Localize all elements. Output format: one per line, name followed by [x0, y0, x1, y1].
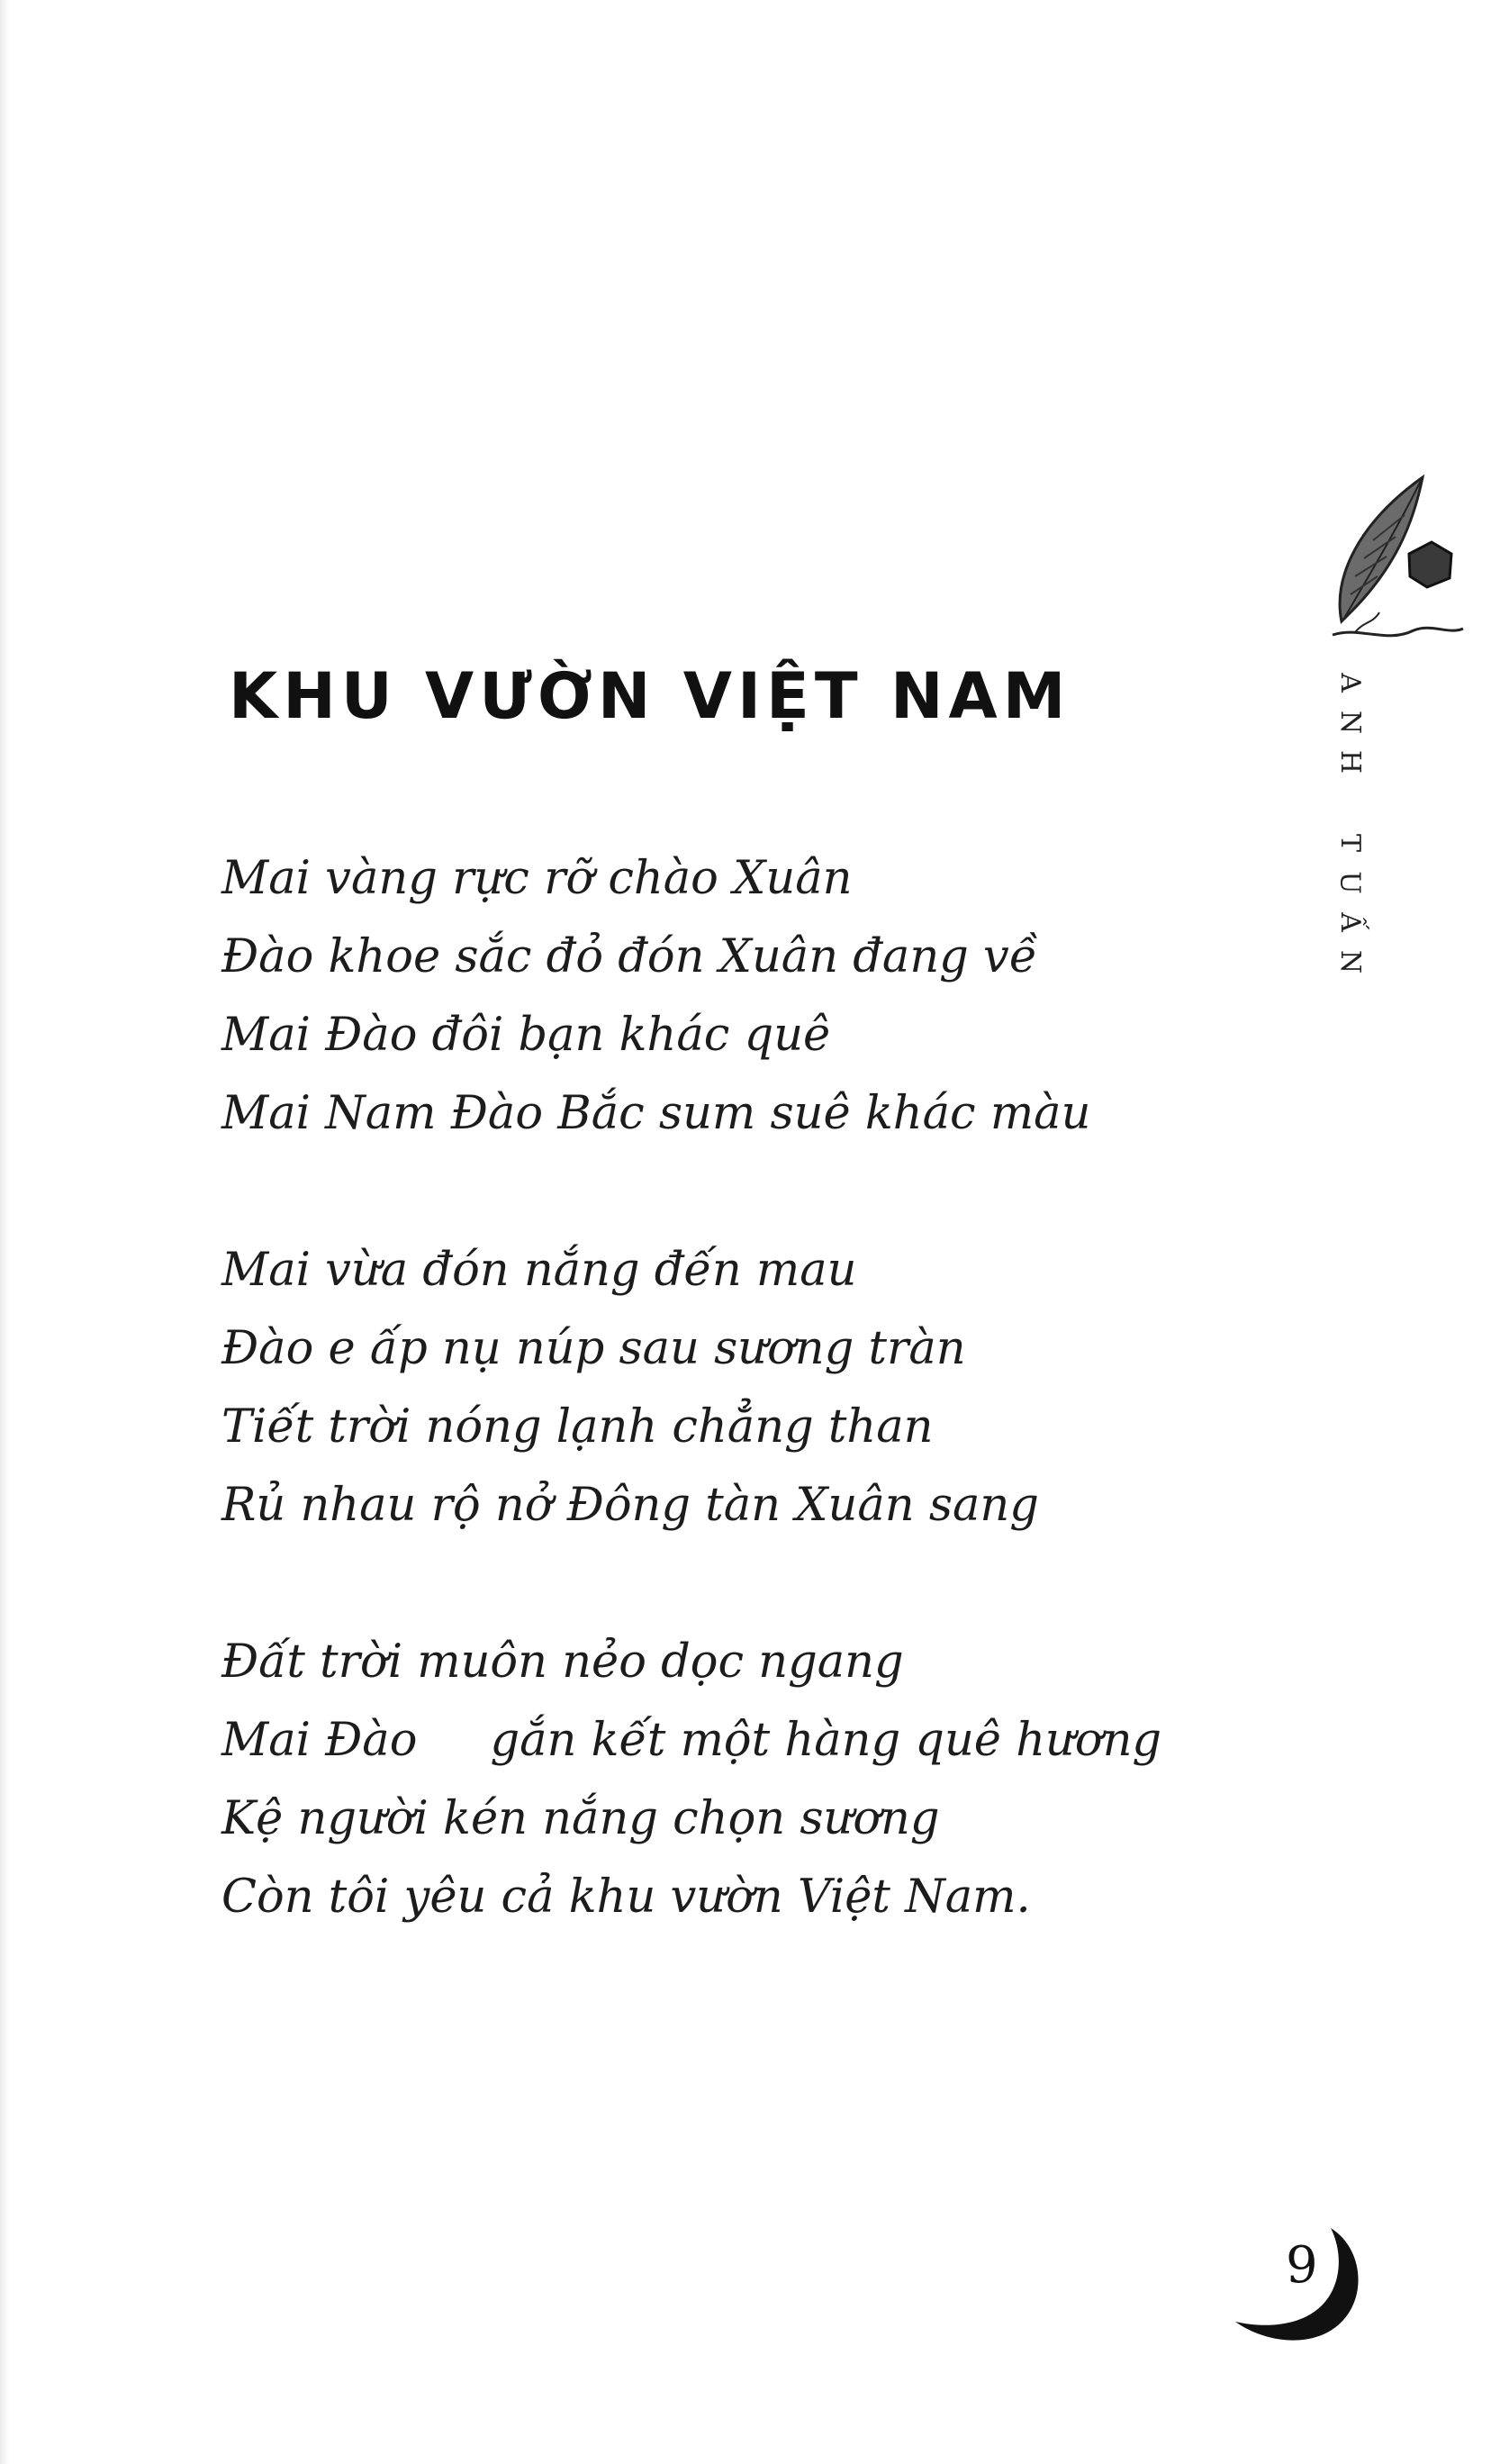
- author-letter: N: [1334, 949, 1366, 974]
- page-left-edge: [0, 0, 9, 2464]
- author-letter: U: [1333, 871, 1366, 894]
- poem-line: Mai vàng rực rỡ chào Xuân: [221, 852, 853, 905]
- quill-and-inkpot-icon: [1324, 468, 1468, 657]
- poem-line: Mai Đào đôi bạn khác quê: [221, 1009, 831, 1062]
- poem-line: Đất trời muôn nẻo dọc ngang: [221, 1635, 904, 1689]
- author-letter: H: [1333, 749, 1366, 775]
- poem-line: Mai Nam Đào Bắc sum suê khác màu: [221, 1087, 1091, 1140]
- author-name-vertical: [1327, 663, 1372, 982]
- poem-line: Mai vừa đón nắng đến mau: [221, 1244, 857, 1297]
- author-letter: N: [1334, 710, 1366, 735]
- stanza: [221, 1231, 1161, 1545]
- poem-line: Rủ nhau rộ nở Đông tàn Xuân sang: [221, 1479, 1039, 1532]
- page-number: 9: [1286, 2236, 1318, 2295]
- poem-line: Còn tôi yêu cả khu vườn Việt Nam.: [221, 1871, 1031, 1924]
- author-letter: T: [1333, 833, 1366, 853]
- poem-line: Kệ người kén nắng chọn sương: [221, 1792, 940, 1845]
- stanza: [221, 1623, 1161, 1936]
- page-number-ornament: [1224, 2215, 1387, 2351]
- author-letter: A: [1333, 673, 1366, 693]
- author-letter: Ấ: [1333, 912, 1366, 932]
- poem-line: Mai Đào gắn kết một hàng quê hương: [221, 1714, 1162, 1767]
- poem-body: [221, 839, 1161, 1936]
- stanza: [221, 839, 1161, 1153]
- poem-line: Đào khoe sắc đỏ đón Xuân đang về: [221, 930, 1038, 983]
- poem-line: Đào e ấp nụ núp sau sương tràn: [221, 1322, 966, 1375]
- poem-title: KHU VƯỜN VIỆT NAM: [229, 659, 1071, 733]
- poem-line: Tiết trời nóng lạnh chẳng than: [221, 1400, 934, 1454]
